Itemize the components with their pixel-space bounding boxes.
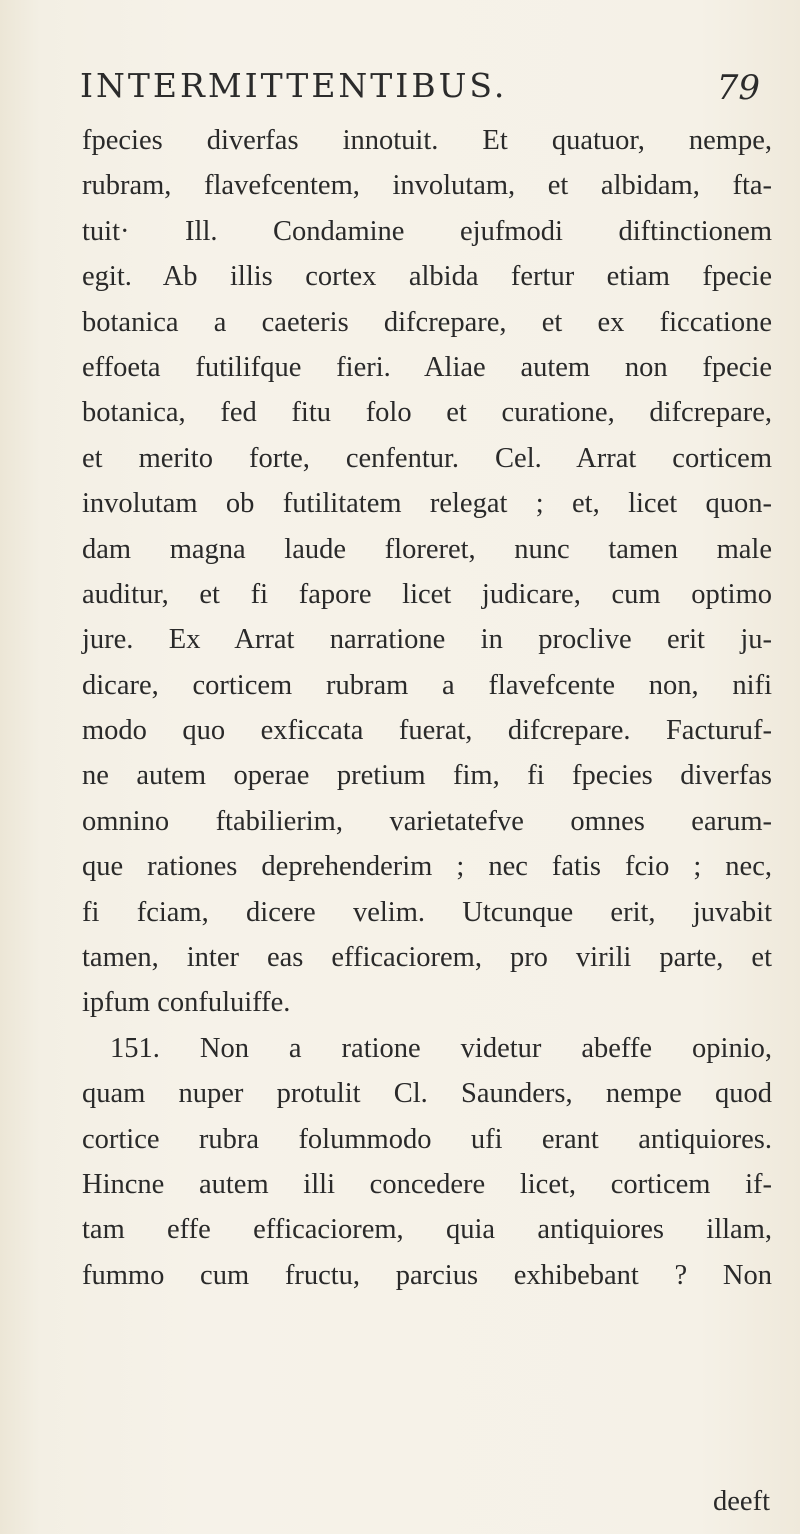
- text-line: Hincne autem illi concedere licet, corticem if-: [82, 1168, 772, 1200]
- text-line: dicare, corticem rubram a flavefcente non, nifi: [82, 669, 772, 701]
- text-line: fi fciam, dicere velim. Utcunque erit, juvabit: [82, 896, 772, 928]
- text-line: auditur, et fi fapore licet judicare, cum optimo: [82, 578, 772, 610]
- text-line: effoeta futilifque fieri. Aliae autem non fpecie: [82, 351, 772, 383]
- text-line: ne autem operae pretium fim, fi fpecies diverfas: [82, 760, 772, 792]
- text-line: botanica a caeteris difcrepare, et ex ficcatione: [82, 306, 772, 338]
- text-line: omnino ftabilierim, varietatefve omnes earum-: [82, 805, 772, 837]
- running-title: INTERMITTENTIBUS.: [80, 66, 508, 105]
- text-line: quam nuper protulit Cl. Saunders, nempe quod: [82, 1078, 772, 1110]
- text-line: involutam ob futilitatem relegat ; et, licet quon-: [82, 488, 772, 520]
- page-header: [80, 58, 760, 114]
- page-number: 79: [716, 68, 760, 108]
- text-line: jure. Ex Arrat narratione in proclive erit ju-: [82, 624, 772, 656]
- text-line: egit. Ab illis cortex albida fertur etiam fpecie: [82, 261, 772, 293]
- section-151-first-line: 151. Non a ratione videtur abeffe opinio,: [110, 1032, 772, 1064]
- text-line: modo quo exficcata fuerat, difcrepare. Facturuf-: [82, 715, 772, 747]
- text-line: tamen, inter eas efficaciorem, pro virili parte, et: [82, 942, 772, 974]
- text-line: botanica, fed fitu folo et curatione, difcrepare,: [82, 397, 772, 429]
- catchword: deeft: [713, 1486, 770, 1517]
- paragraph-end-line: ipfum confuluiffe.: [82, 987, 291, 1019]
- text-line: tam effe efficaciorem, quia antiquiores illam,: [82, 1214, 772, 1246]
- text-line: dam magna laude floreret, nunc tamen male: [82, 533, 772, 565]
- body-text: [82, 118, 772, 1298]
- text-line: fummo cum fructu, parcius exhibebant ? Non: [82, 1259, 772, 1291]
- text-line: que rationes deprehenderim ; nec fatis fcio ; nec,: [82, 851, 772, 883]
- text-line: cortice rubra folummodo ufi erant antiquiores.: [82, 1123, 772, 1155]
- text-line: tuit· Ill. Condamine ejufmodi diftinctionem: [82, 215, 772, 247]
- text-line: et merito forte, cenfentur. Cel. Arrat corticem: [82, 442, 772, 474]
- text-line: rubram, flavefcentem, involutam, et albidam, fta-: [82, 170, 772, 202]
- text-line: fpecies diverfas innotuit. Et quatuor, nempe,: [82, 125, 772, 156]
